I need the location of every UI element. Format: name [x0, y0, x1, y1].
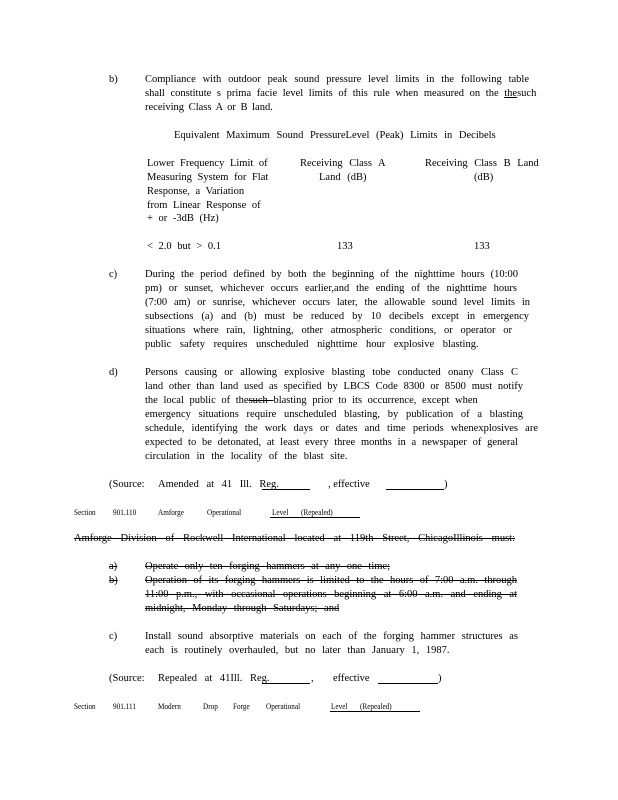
item-d-line-4: emergency situations require unscheduled blasting, by publication of a blasting [145, 409, 523, 420]
item-c2-line-1: Install sound absorptive materials on each of the forging hammer structures as [145, 631, 518, 642]
item-b-struck-line-3: midnight, Monday through Saturdays; and [145, 603, 340, 614]
item-c-line-6: public safety requires unscheduled nighttime hour explosive blasting. [145, 339, 479, 350]
item-a-struck-text: Operate only ten forging hammers at any one time; [145, 561, 390, 572]
section-111-word-3: Forge [233, 701, 250, 711]
item-c-line-5: situations where rain, lightning, other atmospheric conditions, or operator or [145, 325, 512, 336]
item-c-line-2: pm) or sunset, whichever occurs earlier,and the ending of the nighttime hours [145, 283, 517, 294]
item-d-line-3: the local public of thesuch blasting prior to its occurrence, except when [145, 395, 478, 406]
item-c2-line-2: each is routinely overhauled, but no later than January 1, 1987. [145, 645, 450, 656]
item-d-line-6: expected to be detonated, at least every three months in a newspaper of general [145, 437, 518, 448]
section-111-word-4: Operational [266, 701, 301, 711]
item-b-line-2: shall constitute s prima facie level limits of this rule when measured on the thesuch [145, 88, 537, 99]
section-110-status: (Repealed) [301, 507, 333, 517]
source-1-close: ) [444, 479, 448, 490]
item-c-line-4: subsections (a) and (b) must be reduced by 10 decibels except in emergency [145, 311, 529, 322]
item-b-line-1: Compliance with outdoor peak sound pressure level limits in the following table [145, 74, 529, 85]
item-d-label: d) [109, 367, 118, 378]
item-d-line-2: land other than land used as specified by LBCS Code 8300 or 8500 must notify [145, 381, 523, 392]
section-111-word-5: Level [331, 701, 348, 711]
source-1-text: Amended at 41 Ill. Reg. [158, 479, 279, 490]
item-b-line-3: receiving Class A or B land. [145, 102, 273, 113]
item-b-struck-line-1: Operation of its forging hammers is limited to the hours of 7:00 a.m. through [145, 575, 517, 586]
section-111-number: 901.111 [113, 701, 136, 711]
section-111-label: Section [74, 701, 96, 711]
section-111-status: (Repealed) [360, 701, 392, 711]
item-d-line-7: circulation in the locality of the blast site. [145, 451, 348, 462]
section-110-label: Section [74, 507, 96, 517]
source-2-blank-reg [262, 672, 310, 684]
table-col3-line-2: (dB) [474, 172, 494, 183]
item-b-struck-line-2: 11:00 p.m., with occasional operations beginning at 6:00 a.m. and ending at [145, 589, 517, 600]
table-col2-line-2: Land (dB) [319, 172, 367, 183]
item-c-line-3: (7:00 am) or sunrise, whichever occurs later, the allowable sound level limits in [145, 297, 530, 308]
table-col1-line-1: Lower Frequency Limit of [147, 158, 268, 169]
source-2-effective: effective [333, 673, 370, 684]
table-row-class-a: 133 [337, 241, 353, 252]
item-a-struck-label: a) [109, 561, 118, 572]
source-1-blank-reg [262, 478, 310, 490]
section-110-word-2: Operational [207, 507, 242, 517]
item-d-line-1: Persons causing or allowing explosive blasting tobe conducted onany Class C [145, 367, 518, 378]
table-col3-line-1: Receiving Class B Land [425, 158, 539, 169]
table-title: Equivalent Maximum Sound PressureLevel (Peak) Limits in Decibels [174, 130, 496, 141]
source-2-close: ) [438, 673, 442, 684]
table-col2-line-1: Receiving Class A [300, 158, 386, 169]
table-col1-line-5: + or -3dB (Hz) [147, 213, 219, 224]
section-111-word-1: Modern [158, 701, 181, 711]
section-110-word-1: Amforge [158, 507, 184, 517]
item-c2-label: c) [109, 631, 118, 642]
item-b-label: b) [109, 74, 118, 85]
table-col1-line-4: from Linear Response of [147, 200, 261, 211]
item-c-label: c) [109, 269, 118, 280]
table-col1-line-2: Measuring System for Flat [147, 172, 269, 183]
source-2-prefix: (Source: [109, 673, 145, 684]
source-2-text: Repealed at 41Ill. Reg. [158, 673, 270, 684]
item-b-struck-label: b) [109, 575, 118, 586]
table-col1-line-3: Response, a Variation [147, 186, 245, 197]
item-c-line-1: During the period defined by both the beginning of the nighttime hours (10:00 [145, 269, 518, 280]
source-2-blank-date [378, 672, 438, 684]
section-110-rule [270, 517, 360, 518]
source-1-effective: , effective [328, 479, 370, 490]
source-1-prefix: (Source: [109, 479, 145, 490]
section-111-word-2: Drop [203, 701, 218, 711]
amforge-line: Amforge Division of Rockwell International located at 119th Street, ChicagoIllinois must: [74, 533, 515, 544]
source-1-blank-date [386, 478, 444, 490]
source-2-comma: , [311, 673, 314, 684]
section-111-rule [330, 711, 420, 712]
section-110-word-3: Level [272, 507, 289, 517]
item-d-line-5: schedule, identifying the work days or dates and time periods whenexplosives are [145, 423, 538, 434]
table-row-class-b: 133 [474, 241, 490, 252]
section-110-number: 901.110 [113, 507, 137, 517]
table-row-frequency: < 2.0 but > 0.1 [147, 241, 222, 252]
